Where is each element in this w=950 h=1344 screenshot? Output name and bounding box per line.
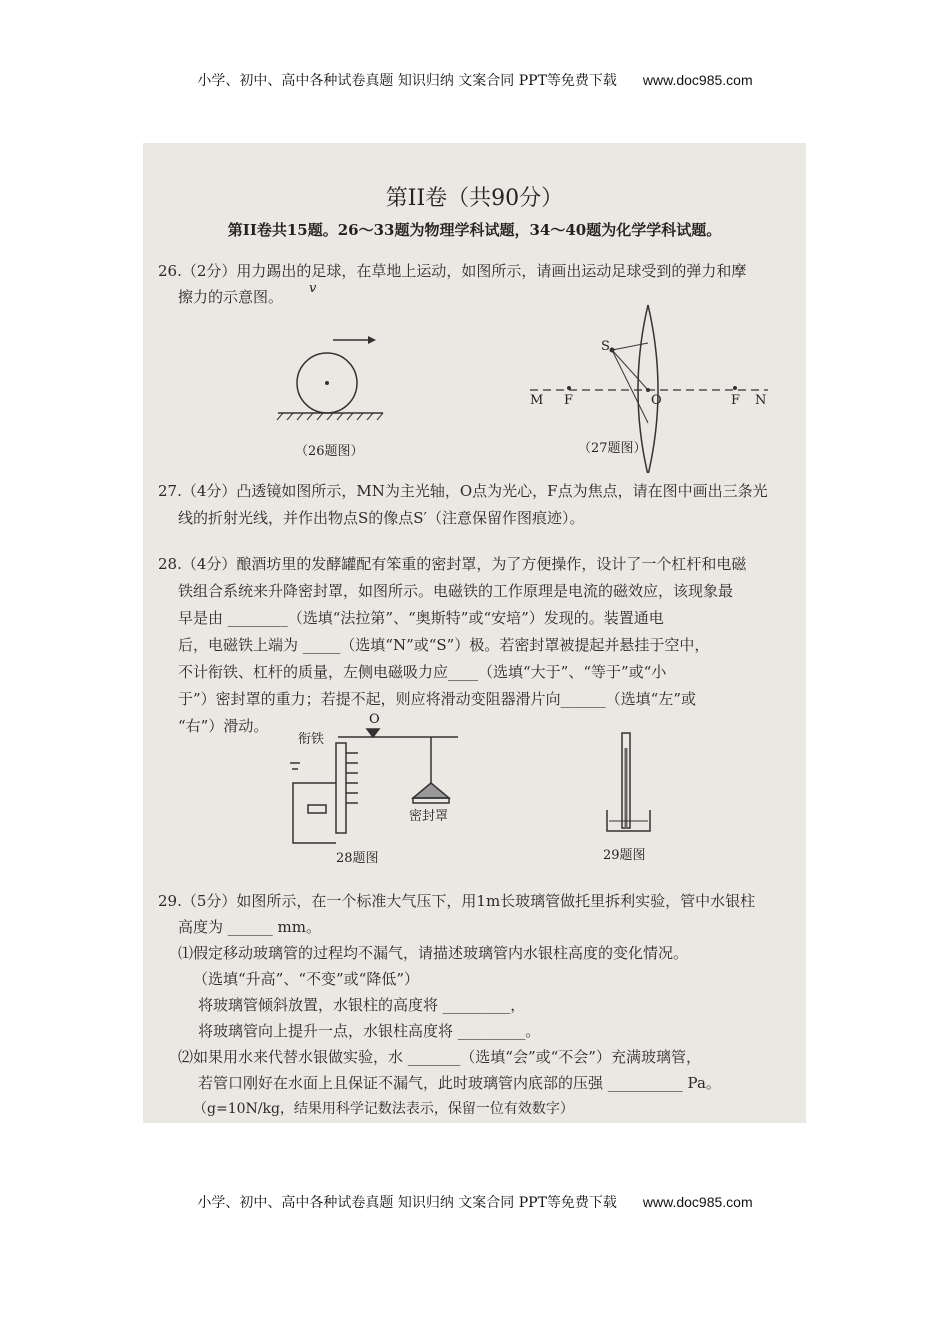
exam-scan <box>143 143 806 1123</box>
q29-line: （g=10N/kg，结果用科学记数法表示，保留一位有效数字） <box>193 1101 574 1117</box>
q28-line: 早是由 ________（选填“法拉第”、“奥斯特”或“安培”）发现的。装置通电 <box>178 609 664 627</box>
header-text: 小学、初中、高中各种试卷真题 知识归纳 文案合同 PPT等免费下载 <box>197 73 617 89</box>
velocity-label: v <box>309 281 317 296</box>
q26-line: 26.（2分）用力踢出的足球，在草地上运动，如图所示，请画出运动足球受到的弹力和摩 <box>158 262 747 280</box>
page-header <box>0 70 950 90</box>
q29-line: 29.（5分）如图所示，在一个标准大气压下，用1m长玻璃管做托里拆利实验，管中水银柱 <box>158 892 756 910</box>
q28-line: 后，电磁铁上端为 _____（选填“N”或“S”）极。若密封罩被提起并悬挂于空中， <box>178 636 710 654</box>
fig29-caption: 29题图 <box>603 848 646 863</box>
label-o: O <box>651 393 662 408</box>
header-url[interactable]: www.doc985.com <box>642 72 753 88</box>
label-n: N <box>755 393 767 408</box>
cover-label: 密封罩 <box>409 809 449 824</box>
q28-line: 28.（4分）酿酒坊里的发酵罐配有笨重的密封罩，为了方便操作，设计了一个杠杆和电磁 <box>158 555 747 573</box>
label-m: M <box>530 393 544 408</box>
q26-line: 擦力的示意图。 <box>178 288 284 306</box>
q29-line: ⑴假定移动玻璃管的过程均不漏气，请描述玻璃管内水银柱高度的变化情况。 <box>178 944 689 962</box>
q29-line: 将玻璃管倾斜放置，水银柱的高度将 _________， <box>198 996 526 1014</box>
fig28-caption: 28题图 <box>336 851 379 866</box>
figures-28-29 <box>143 143 806 863</box>
figure-29-torricelli-tube <box>607 733 650 831</box>
armature-label: 衔铁 <box>298 732 325 747</box>
footer-url[interactable]: www.doc985.com <box>642 1194 753 1210</box>
q29-line: 若管口刚好在水面上且保证不漏气，此时玻璃管内底部的压强 __________ Pa。 <box>198 1074 721 1092</box>
q29-line: 将玻璃管向上提升一点，水银柱高度将 _________。 <box>198 1022 541 1040</box>
section-subtitle: 第II卷共15题。26～33题为物理学科试题，34～40题为化学学科试题。 <box>227 221 722 239</box>
q28-line: “右”）滑动。 <box>178 717 269 735</box>
label-f1: F <box>564 393 574 408</box>
q27-line: 27.（4分）凸透镜如图所示，MN为主光轴，O点为光心，F点为焦点，请在图中画出三条光 <box>158 482 768 500</box>
pivot-label: O <box>369 712 380 727</box>
label-s: S <box>601 339 610 354</box>
q28-line: 不计衔铁、杠杆的质量，左侧电磁吸力应____（选填“大于”、“等于”或“小 <box>178 663 667 681</box>
q29-line: 高度为 ______ mm。 <box>178 918 321 936</box>
q29-line: （选填“升高”、“不变”或“降低”） <box>193 970 420 988</box>
q27-line: 线的折射光线，并作出物点S的像点S′（注意保留作图痕迹）。 <box>178 509 585 527</box>
section-title: 第II卷（共90分） <box>385 186 564 211</box>
footer-text: 小学、初中、高中各种试卷真题 知识归纳 文案合同 PPT等免费下载 <box>197 1195 617 1211</box>
page-footer <box>0 1192 950 1212</box>
q29-line: ⑵如果用水来代替水银做实验，水 _______（选填“会”或“不会”）充满玻璃管， <box>178 1048 701 1066</box>
label-f2: F <box>731 393 741 408</box>
fig27-caption: （27题图） <box>578 441 647 456</box>
fig26-caption: （26题图） <box>295 444 364 459</box>
q28-line: 于”）密封罩的重力；若提不起，则应将滑动变阻器滑片向______（选填“左”或 <box>178 690 697 708</box>
q28-line: 铁组合系统来升降密封罩，如图所示。电磁铁的工作原理是电流的磁效应，该现象最 <box>178 582 734 600</box>
